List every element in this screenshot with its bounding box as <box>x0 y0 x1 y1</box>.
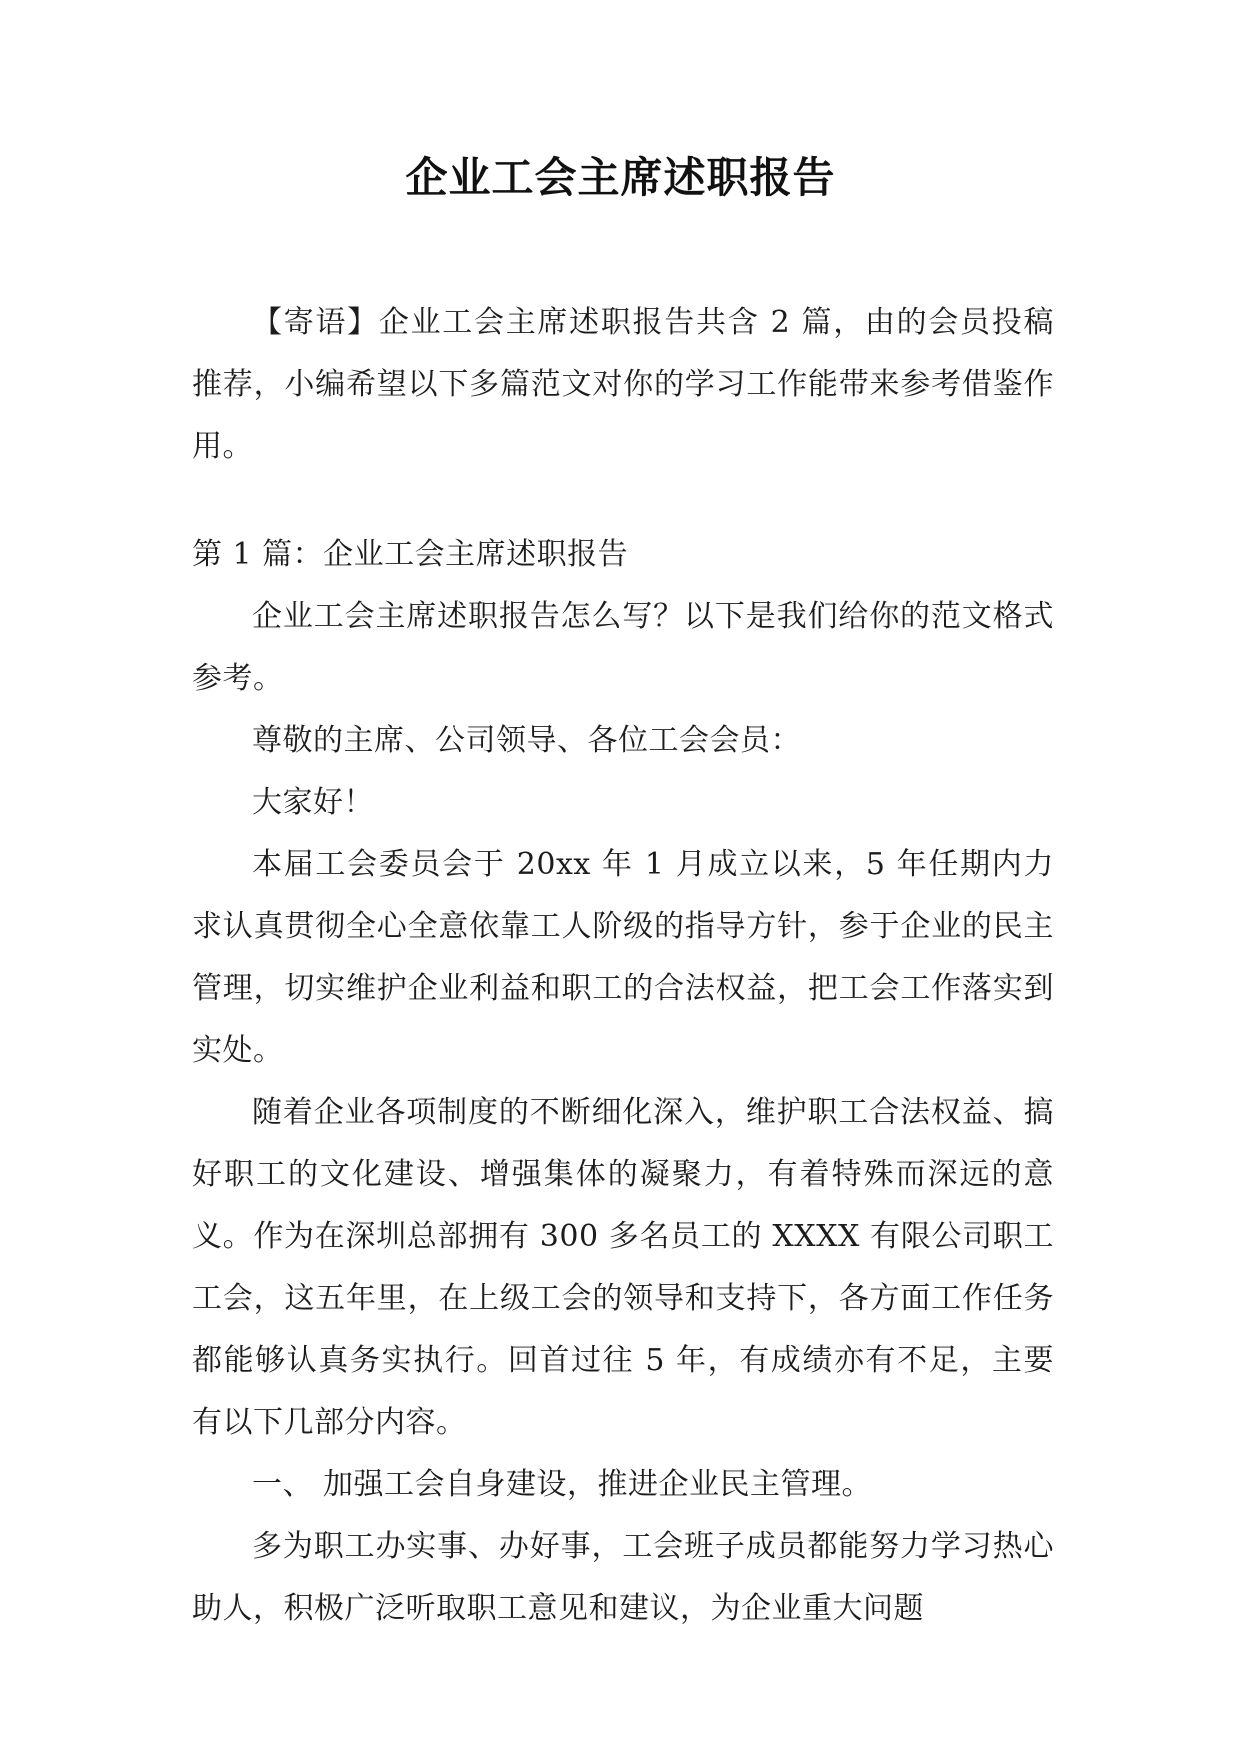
section-heading: 一、 加强工会自身建设，推进企业民主管理。 <box>252 1467 873 1502</box>
body-paragraph: 随着企业各项制度的不断细化深入，维护职工合法权益、搞好职工的文化建设、增强集体的凝聚力，有着特殊而深远的意义。作为在深圳总部拥有 300 多名员工的 XXXX 有限公司职工工会，这五年里，在上级工会的领导和支持下，各方面工作任务都能够认真务实执行。回首过往 5 年，有成绩亦有不足，主要有以下几部分内容。 <box>192 1095 1054 1440</box>
body-paragraph: 企业工会主席述职报告怎么写？以下是我们给你的范文格式参考。 <box>192 599 1054 696</box>
body-paragraph: 本届工会委员会于 20xx 年 1 月成立以来，5 年任期内力求认真贯彻全心全意依靠工人阶级的指导方针，参于企业的民主管理，切实维护企业利益和职工的合法权益，把工会工作落实到实处。 <box>192 847 1054 1068</box>
body-paragraph: 多为职工办实事、办好事，工会班子成员都能努力学习热心助人，积极广泛听取职工意见和建议，为企业重大问题 <box>192 1529 1054 1626</box>
article-heading: 第 1 篇：企业工会主席述职报告 <box>192 537 629 572</box>
preface-block <box>192 292 1054 478</box>
document-title: 企业工会主席述职报告 <box>405 153 836 202</box>
preface-paragraph: 【寄语】企业工会主席述职报告共含 2 篇，由的会员投稿推荐，小编希望以下多篇范文对你的学习工作能带来参考借鉴作用。 <box>192 305 1054 464</box>
greeting-paragraph: 大家好！ <box>252 785 374 820</box>
salutation-paragraph: 尊敬的主席、公司领导、各位工会会员： <box>252 723 801 758</box>
article-block <box>192 524 1054 1640</box>
